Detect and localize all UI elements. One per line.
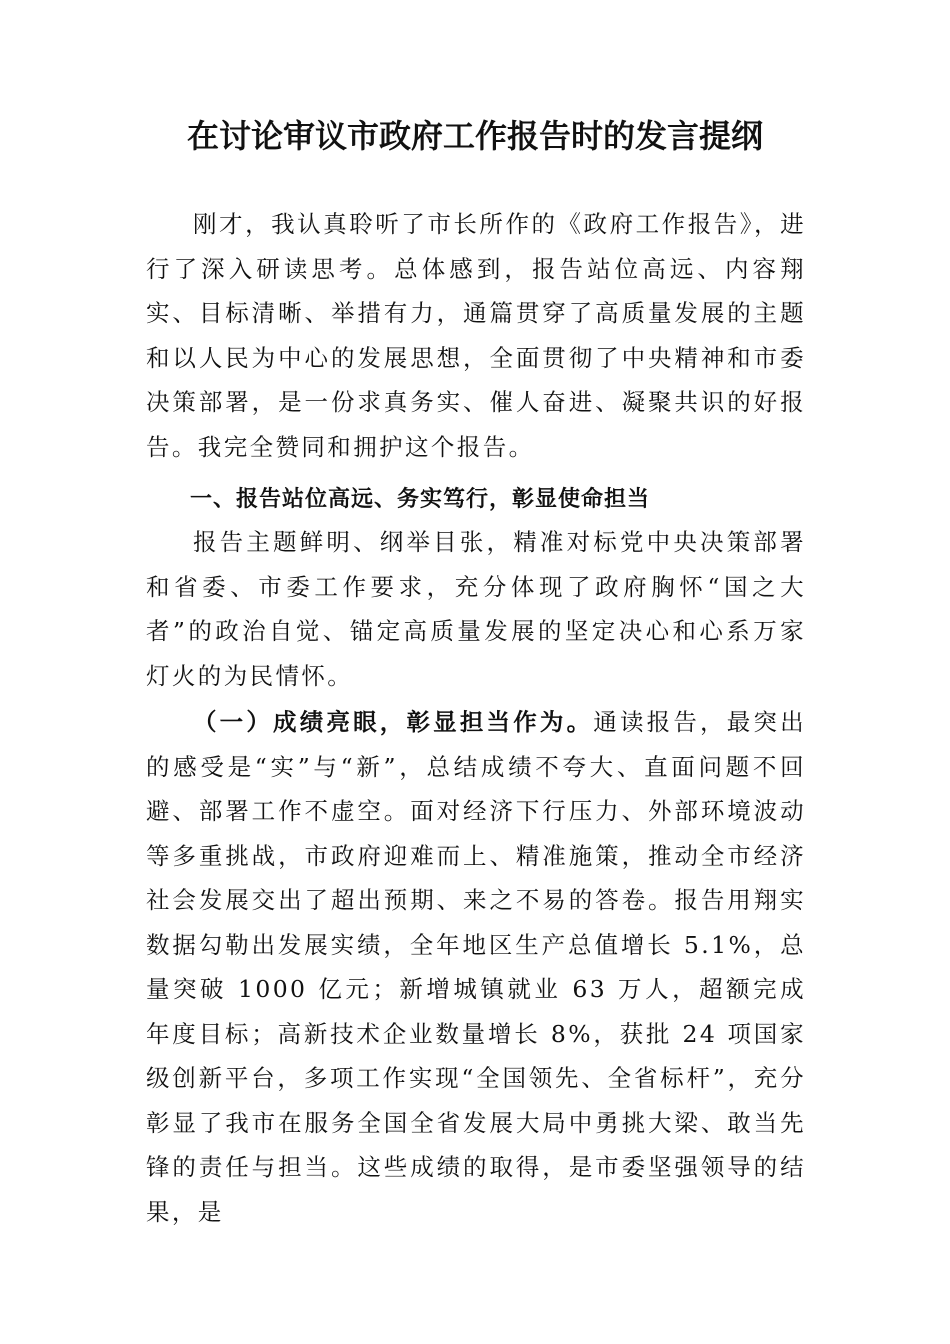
document-body	[146, 202, 806, 469]
subsection-1-paragraph	[146, 700, 806, 1234]
section-1-body	[146, 520, 806, 698]
subsection-1-lead: （一）成绩亮眼，彰显担当作为。	[193, 708, 594, 736]
document-title: 在讨论审议市政府工作报告时的发言提纲	[186, 117, 763, 155]
section-1-paragraph: 报告主题鲜明、纲举目张，精准对标党中央决策部署和省委、市委工作要求，充分体现了政府胸怀“国之大者”的政治自觉、锚定高质量发展的坚定决心和心系万家灯火的为民情怀。	[146, 528, 806, 690]
subsection-1-text: 通读报告，最突出的感受是“实”与“新”，总结成绩不夸大、直面问题不回避、部署工作不虚空。面对经济下行压力、外部环境波动等多重挑战，市政府迎难而上、精准施策，推动全市经济社会发展交出了超出预期、来之不易的答卷。报告用翔实数据勾勒出发展实绩，全年地区生产总值增长 5.1%，总量突破 1000 亿元；新增城镇就业 63 万人，超额完成年度目标；高新技术企业数量增长 8%，获批 24 项国家级创新平台，多项工作实现“全国领先、全省标杆”，充分彰显了我市在服务全国全省发展大局中勇挑大梁、敢当先锋的责任与担当。这些成绩的取得，是市委坚强领导的结果，是	[146, 708, 807, 1226]
intro-paragraph: 刚才，我认真聆听了市长所作的《政府工作报告》，进行了深入研读思考。总体感到，报告站位高远、内容翔实、目标清晰、举措有力，通篇贯穿了高质量发展的主题和以人民为中心的发展思想，全面贯彻了中央精神和市委决策部署，是一份求真务实、催人奋进、凝聚共识的好报告。我完全赞同和拥护这个报告。	[146, 210, 806, 461]
subsection-1	[146, 700, 806, 1234]
section-1-heading: 一、报告站位高远、务实笃行，彰显使命担当	[190, 487, 651, 512]
section-1	[146, 478, 806, 523]
